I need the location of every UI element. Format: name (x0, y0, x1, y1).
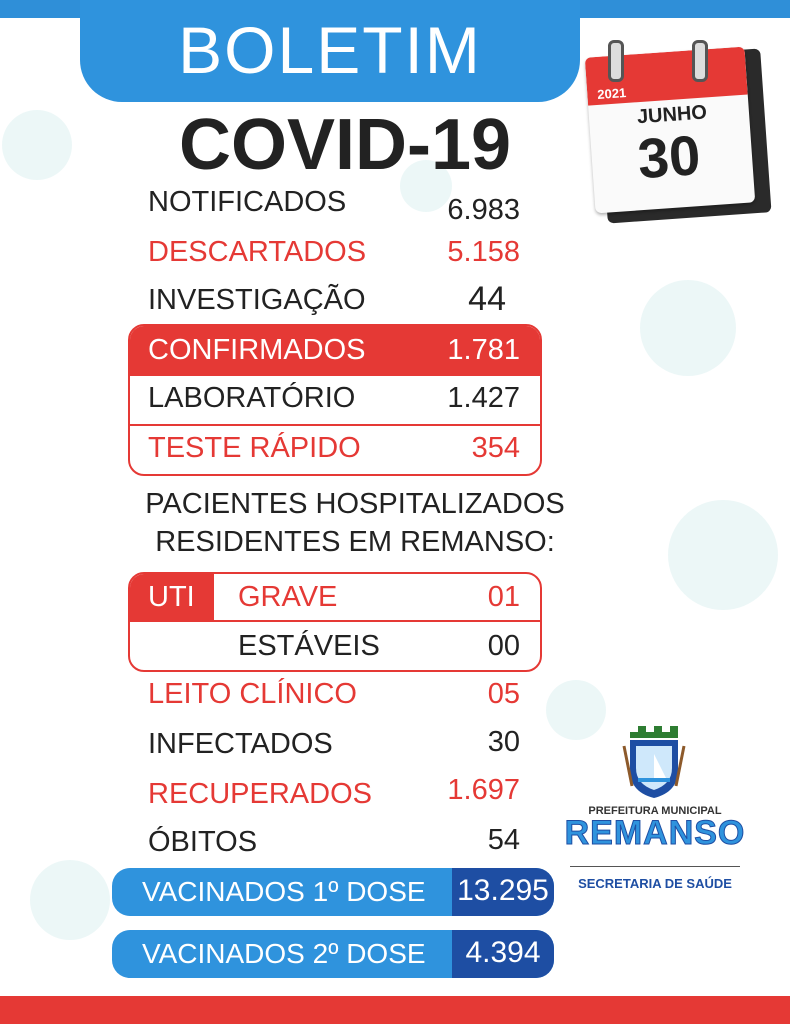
vaccine-dose2-label: VACINADOS 2º DOSE (142, 938, 426, 969)
stat-label-leito-clinico: LEITO CLÍNICO (148, 678, 357, 710)
vaccine-dose1-value: 13.295 (457, 874, 549, 907)
vaccine-dose1-pill (112, 868, 554, 916)
stat-value-laboratorio: 1.427 (447, 382, 520, 414)
stat-label-notificados: NOTIFICADOS (148, 186, 347, 218)
city-logo-text: REMANSO (564, 814, 746, 852)
stat-label-obitos: ÓBITOS (148, 826, 258, 858)
grave-label: GRAVE (238, 581, 338, 613)
stat-value-leito-clinico: 05 (487, 678, 520, 710)
page-title: BOLETIM (178, 13, 482, 87)
stat-value-descartados: 5.158 (447, 236, 520, 268)
stat-label-teste-rapido: TESTE RÁPIDO (148, 432, 361, 464)
calendar-month: JUNHO (636, 101, 708, 129)
stat-label-infectados: INFECTADOS (148, 728, 333, 760)
calendar-day: 30 (635, 123, 703, 191)
virus-icon (668, 500, 778, 610)
hospital-heading-line2: RESIDENTES EM REMANSO: (155, 526, 555, 558)
calendar-icon (582, 40, 770, 218)
stat-label-laboratorio: LABORATÓRIO (148, 382, 356, 414)
estaveis-value: 00 (487, 630, 520, 662)
stat-label-recuperados: RECUPERADOS (148, 778, 372, 810)
secretaria-label: SECRETARIA DE SAÚDE (578, 876, 732, 891)
virus-icon (30, 860, 110, 940)
stat-label-confirmados: CONFIRMADOS (148, 334, 366, 366)
stat-value-teste-rapido: 354 (471, 432, 520, 464)
virus-icon (2, 110, 72, 180)
vaccine-dose2-value: 4.394 (465, 936, 541, 969)
virus-icon (640, 280, 736, 376)
stat-label-investigacao: INVESTIGAÇÃO (148, 284, 366, 316)
calendar-year: 2021 (596, 84, 627, 102)
stat-value-confirmados: 1.781 (447, 334, 520, 366)
stat-value-obitos: 54 (487, 824, 520, 856)
vaccine-dose1-label: VACINADOS 1º DOSE (142, 876, 426, 907)
stat-label-descartados: DESCARTADOS (148, 236, 367, 268)
virus-icon (546, 680, 606, 740)
bottom-bar (0, 996, 790, 1024)
stat-value-notificados: 6.983 (447, 194, 520, 226)
stat-value-recuperados: 1.697 (447, 774, 520, 806)
estaveis-label: ESTÁVEIS (238, 630, 380, 662)
vaccine-dose2-pill (112, 930, 554, 978)
logo-divider (570, 866, 740, 867)
uti-label: UTI (148, 581, 195, 613)
prefeitura-label: PREFEITURA MUNICIPAL (588, 805, 722, 817)
city-emblem-icon (620, 726, 688, 798)
stat-value-investigacao: 44 (468, 280, 506, 318)
page-subtitle: COVID-19 (178, 105, 512, 185)
grave-value: 01 (487, 581, 520, 613)
stat-value-infectados: 30 (487, 726, 520, 758)
hospital-heading-line1: PACIENTES HOSPITALIZADOS (145, 488, 565, 520)
